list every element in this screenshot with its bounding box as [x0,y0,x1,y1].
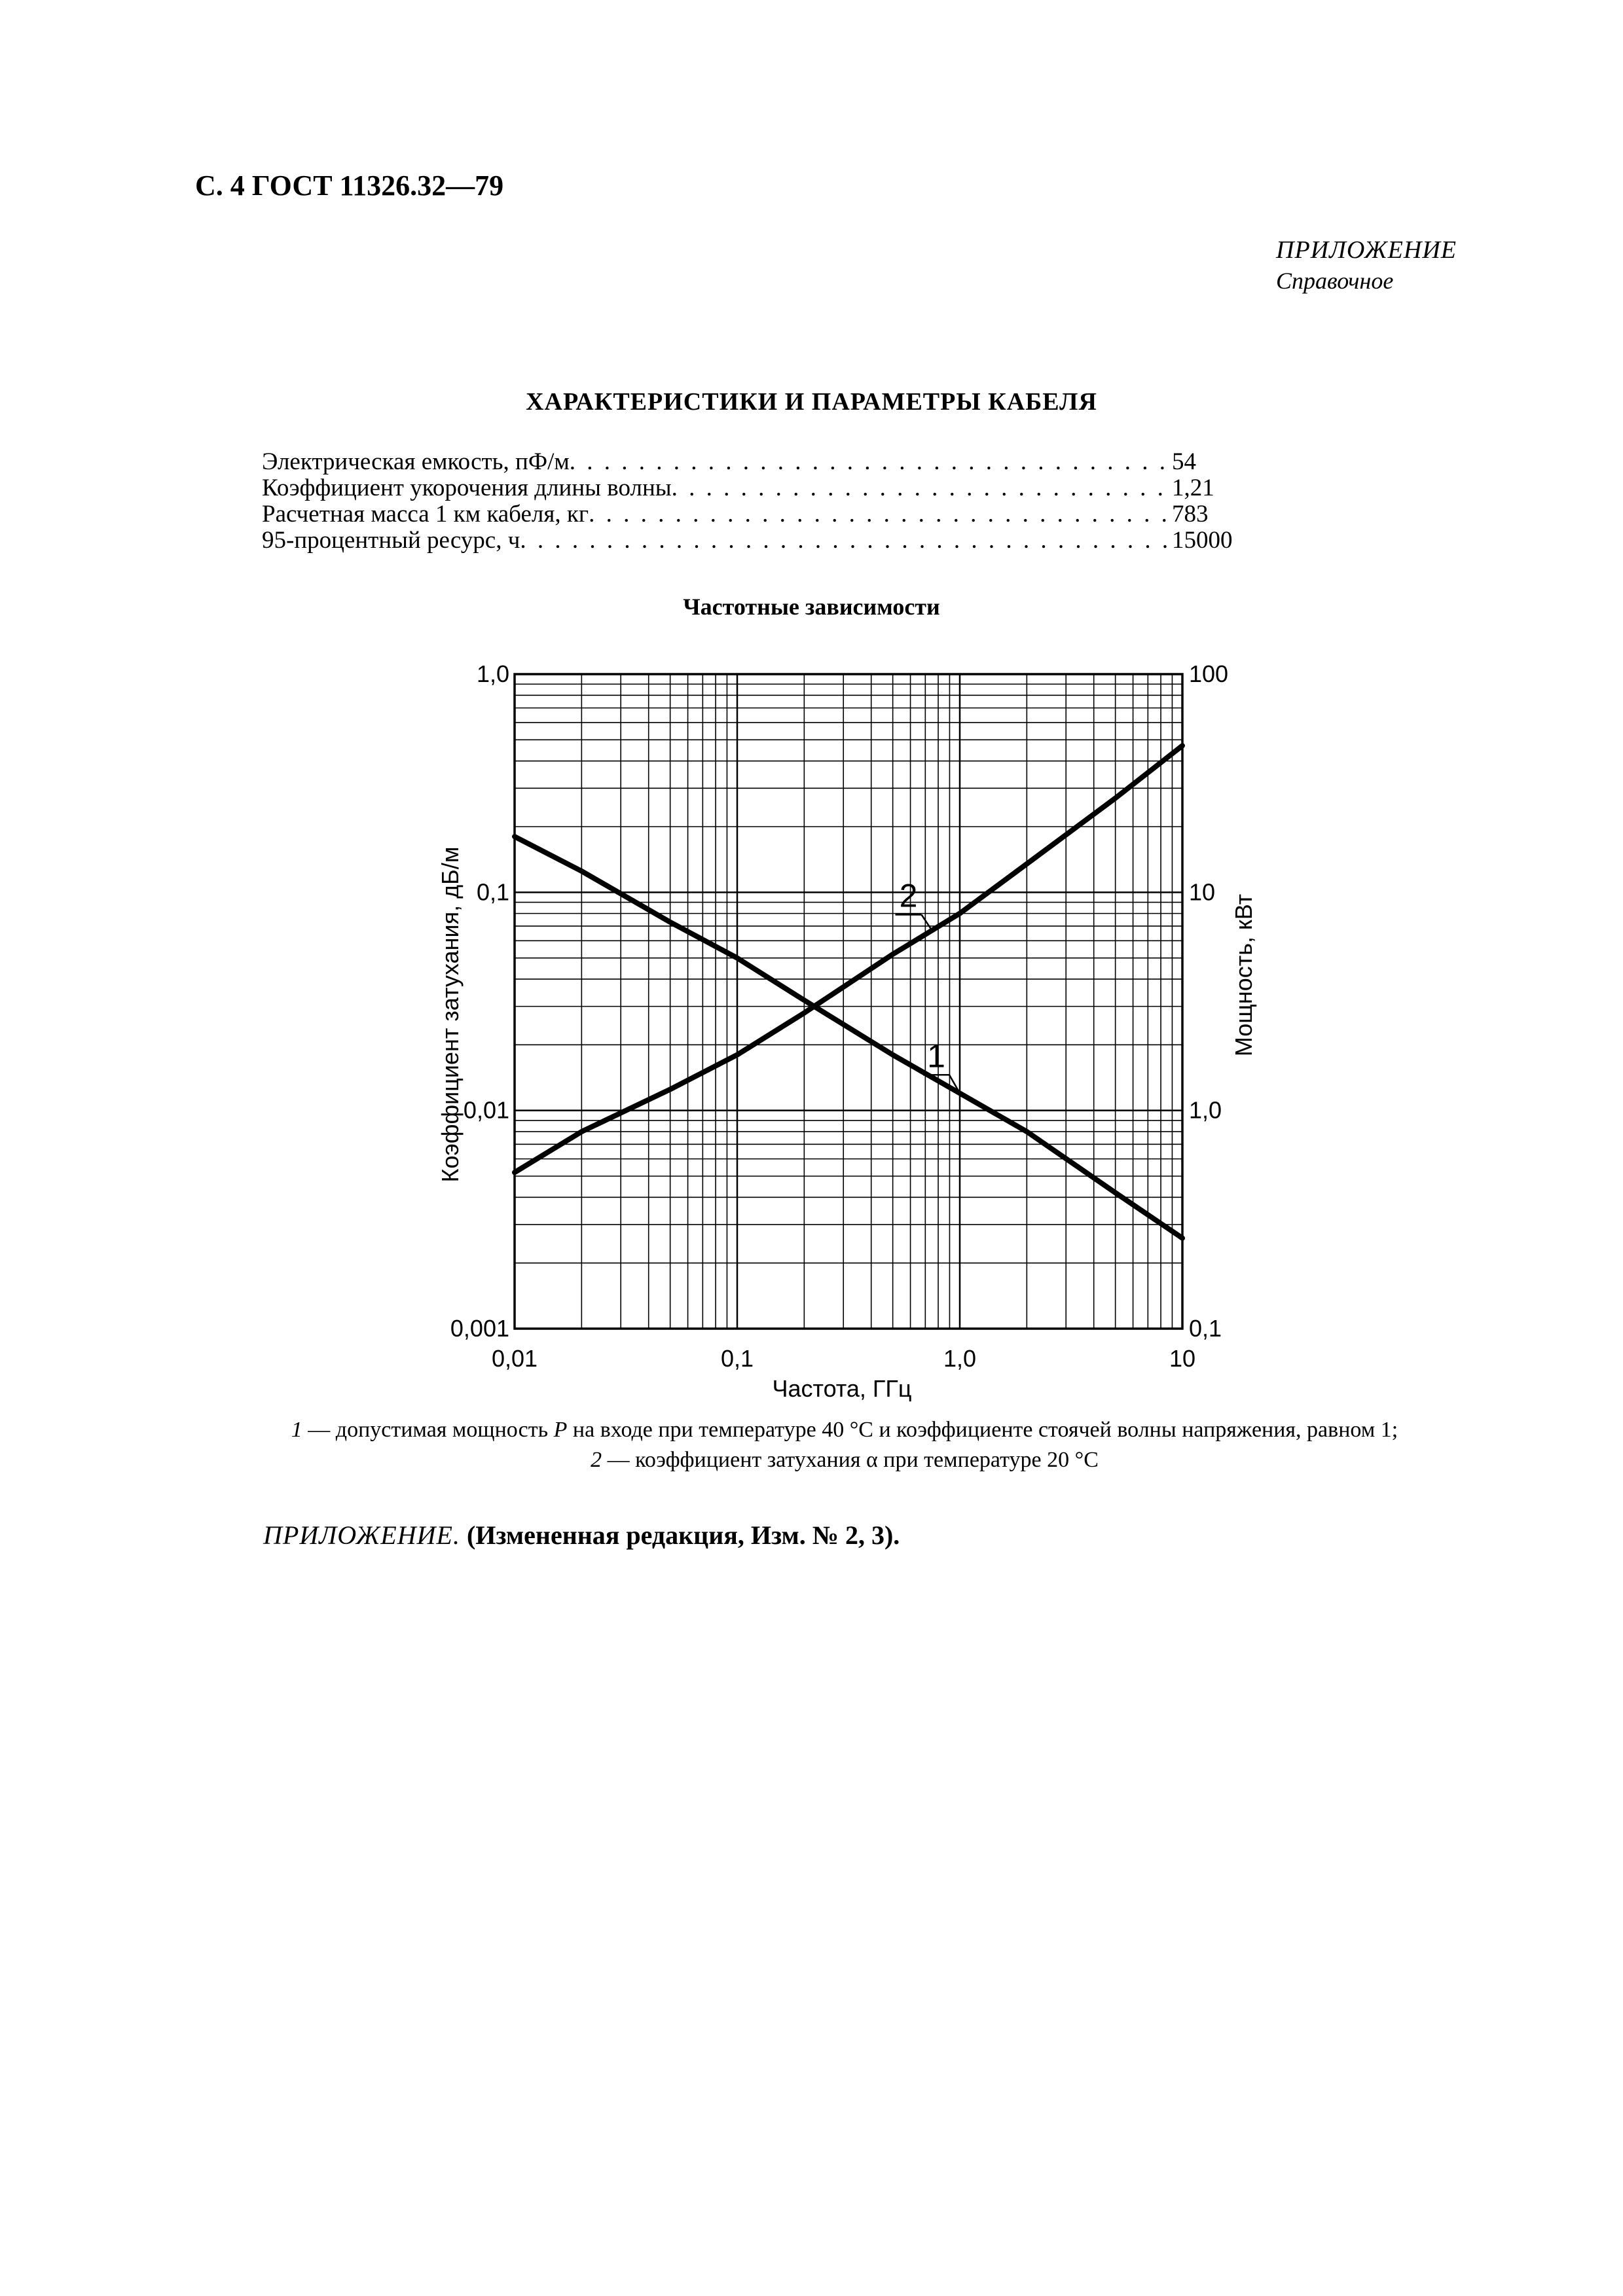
section-title: ХАРАКТЕРИСТИКИ И ПАРАМЕТРЫ КАБЕЛЯ [526,388,1097,416]
y-right-tick-label: 10 [1189,878,1216,906]
y-left-axis-label: Коэффициент затухания, дБ/м [437,846,464,1183]
x-tick-label: 0,1 [720,1345,754,1372]
plot-frame [515,674,1182,1329]
x-tick-label: 1,0 [943,1345,977,1372]
caption-rest-1: на входе при температуре 40 °С и коэффициенте стоячей волны напряжения, равном 1; [567,1418,1398,1442]
series-line-1 [515,836,1182,1238]
param-value: 783 [1172,501,1209,528]
curve-label-leader-2 [922,915,932,931]
param-value: 15000 [1172,527,1233,554]
appendix-type: Справочное [1276,268,1394,294]
revision-note [263,1520,900,1551]
caption-var-p: P [553,1418,568,1442]
param-value: 54 [1172,448,1196,475]
y-left-tick-label: 0,1 [476,878,509,906]
y-right-tick-label: 100 [1189,660,1229,687]
y-left-tick-label: 0,001 [450,1315,509,1342]
y-right-tick-label: 0,1 [1189,1315,1222,1342]
x-tick-label: 10 [1169,1345,1196,1372]
x-axis-label: Частота, ГГц [772,1375,912,1402]
param-name: 95-процентный ресурс, ч [262,527,520,554]
note-label: ПРИЛОЖЕНИЕ. [263,1520,460,1550]
figure-caption [223,1415,1467,1475]
appendix-label: ПРИЛОЖЕНИЕ [1276,236,1457,264]
chart-series [515,745,1182,1238]
caption-num-1: 1 [291,1418,302,1442]
chart-labels [437,660,1257,1402]
curve-label-2: 2 [899,877,918,914]
x-tick-label: 0,01 [491,1345,538,1372]
param-name: Расчетная масса 1 км кабеля, кг [262,501,589,528]
caption-num-2: 2 [591,1448,602,1472]
caption-text-1: — допустимая мощность [302,1418,554,1442]
caption-item-1 [223,1415,1467,1445]
note-text: (Измененная редакция, Изм. № 2, 3). [466,1520,900,1550]
y-right-axis-label: Мощность, кВт [1230,893,1257,1057]
y-right-tick-label: 1,0 [1189,1096,1222,1124]
param-name: Коэффициент укорочения длины волны [262,475,672,501]
chart-grid [515,674,1182,1329]
curve-label-1: 1 [927,1037,945,1075]
caption-item-2 [223,1445,1467,1475]
param-value: 1,21 [1172,475,1214,501]
y-left-tick-label: 1,0 [476,660,509,687]
y-left-tick-label: 0,01 [463,1096,509,1124]
caption-text-2: — коэффициент затухания α при температуре 20 °С [602,1448,1099,1472]
series-line-2 [515,745,1182,1172]
param-name: Электрическая емкость, пФ/м [262,448,570,475]
page-header: С. 4 ГОСТ 11326.32—79 [195,170,504,202]
chart-title: Частотные зависимости [683,594,940,620]
